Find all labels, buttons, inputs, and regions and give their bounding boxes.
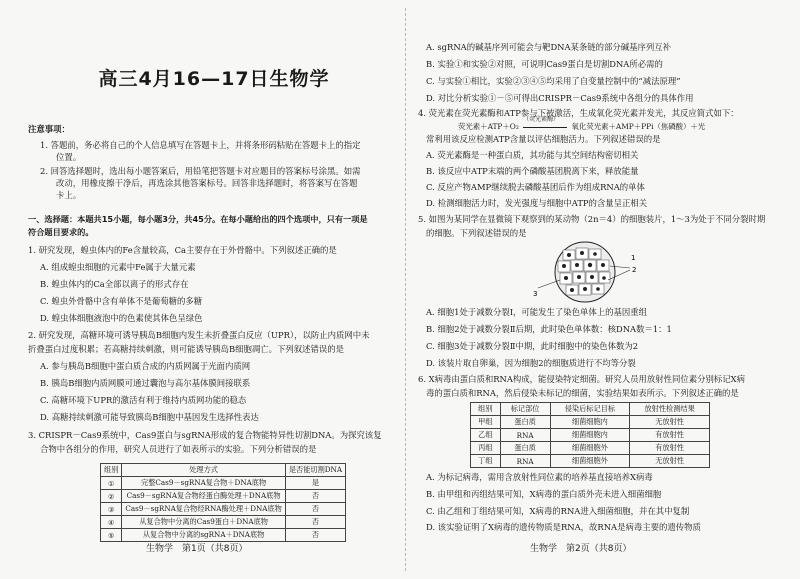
table-cell: Cas9－sgRNA复合物经蛋白酶处理＋DNA底物 [122,490,285,503]
table-cell: 无放射性 [630,416,710,429]
microscope-field-diagram [530,240,650,304]
table-cell: 否 [285,516,345,529]
table-cell: RNA [500,429,550,442]
q1-stem: 1. 研究发现，蝗虫体内的Fe含量较高，Ca主要存在于外骨骼中。下列叙述正确的是 [28,245,337,255]
table-cell: 细菌细胞外 [550,442,630,455]
table-cell: ③ [101,503,122,516]
table-header-cell: 组别 [101,464,122,477]
table-header-cell: 侵染后标记目标 [550,403,630,416]
table-header-cell: 组别 [471,403,501,416]
equation-enzyme: （荧光素酶） [523,116,560,123]
table-row [471,455,710,468]
q4-stem: 4. 荧光素在荧光素酶和ATP参与下被激活，生成氧化荧光素并发光，其反应简式如下： [418,108,739,118]
exam-title: 高三4月16—17日生物学 [98,68,330,90]
q4-option-a: A. 荧光素酶是一种蛋白质，其功能与其空间结构密切相关 [426,150,639,160]
cell-label: 3 [533,290,538,298]
equation-reactants: 荧光素＋ATP＋O₂ [458,122,519,131]
table-row [471,442,710,455]
table-header-row [101,464,346,477]
q6-table [470,402,710,468]
table-row [471,429,710,442]
q4-option-b: B. 该反应中ATP末端的两个磷酸基团脱离下来，释放能量 [426,166,639,176]
table-row [101,516,346,529]
section-heading: 一、选择题：本题共15小题，每小题3分，共45分。在每小题给出的四个选项中，只有一项是 [28,214,368,224]
page-2 [418,0,790,579]
q4-equation [458,116,706,132]
q1-option-b: B. 蝗虫体内的Ca全部以离子的形式存在 [40,279,189,289]
table-row [471,416,710,429]
q2-option-a: A. 参与胰岛B细胞中蛋白质合成的内质网属于光面内质网 [40,361,251,371]
table-header-cell: 标记部位 [500,403,550,416]
table-cell: 细菌细胞内 [550,429,630,442]
table-cell: 蛋白质 [500,416,550,429]
page-footer: 生物学 第1页（共8页） [146,544,248,554]
table-cell: RNA [500,455,550,468]
notice-line: 改动，用橡皮擦干净后，再选涂其他答案标号。回答非选择题时，将答案写在答题 [56,178,358,188]
equation-arrow [523,116,567,132]
q3-stem-cont: 合物中各组分的作用，研究人员进行了如表所示的实验。下列分析错误的是 [40,444,317,454]
q2-stem-cont: 折叠蛋白过度积累；若高糖持续刺激，则可能诱导胰岛B细胞凋亡。下列叙述错误的是 [28,344,345,354]
notice-line: 位置。 [56,152,82,162]
table-cell: 从复合物中分离的sgRNA＋DNA底物 [122,529,285,542]
q3-stem: 3. CRISPR－Cas9系统中，Cas9蛋白与sgRNA形成的复合物能特异性切割DNA。为探究该复 [28,430,382,440]
table-cell: 是 [285,477,345,490]
q4-option-c: C. 反应产物AMP继续脱去磷酸基团后作为组成RNA的单体 [426,182,645,192]
q5-stem: 5. 如图为某同学在显微镜下观察到的某动物（2n＝4）的细胞装片，1～3为处于不同分裂时期 [418,214,766,224]
table-cell: ② [101,490,122,503]
q5-option-b: B. 细胞2处于减数分裂Ⅱ后期，此时染色单体数：核DNA数＝1：1 [426,324,672,334]
page-divider [405,8,406,571]
q5-stem-cont: 的细胞。下列叙述错误的是 [426,228,527,238]
table-row [101,503,346,516]
table-cell: 否 [285,529,345,542]
page-1 [28,0,400,579]
table-header-row [471,403,710,416]
table-row [101,529,346,542]
notice-line: 1. 答题前，务必将自己的个人信息填写在答题卡上，并将条形码粘贴在答题卡上的指定 [40,140,361,150]
table-row [101,490,346,503]
notice-heading: 注意事项： [28,124,70,134]
table-row [101,477,346,490]
table-cell: 丁组 [471,455,501,468]
q1-option-d: D. 蝗虫体细胞液泡中的色素使其体色呈绿色 [40,313,203,323]
q4-option-d: D. 检测细胞活力时，发光强度与细胞中ATP的含量呈正相关 [426,198,648,208]
table-cell: ④ [101,516,122,529]
section-heading-cont: 符合题目要求的。 [28,227,94,237]
notice-line: 卡上。 [56,190,82,200]
equation-products: 氧化荧光素＋AMP＋PPi（焦磷酸）＋光 [571,122,706,131]
table-cell: 无放射性 [630,455,710,468]
q5-option-d: D. 该装片取自卵巢，因为细胞2的细胞质进行不均等分裂 [426,358,636,368]
q2-option-d: D. 高糖持续刺激可能导致胰岛B细胞中基因发生选择性表达 [40,412,259,422]
table-header-cell: 放射性检测结果 [630,403,710,416]
table-cell: Cas9－sgRNA复合物经RNA酶处理＋DNA底物 [122,503,285,516]
table-cell: 甲组 [471,416,501,429]
table-cell: 完整Cas9－sgRNA复合物＋DNA底物 [122,477,285,490]
q3-option-b: B. 实验①和实验②对照，可说明Cas9蛋白是切割DNA所必需的 [426,59,663,69]
q5-option-a: A. 细胞1处于减数分裂Ⅰ，可能发生了染色单体上的基因重组 [426,307,648,317]
q2-option-c: C. 高糖环境下UPR的激活有利于维持内质网功能的稳态 [40,395,247,405]
q1-option-a: A. 组成蝗虫细胞的元素中Fe属于大量元素 [40,262,196,272]
q1-option-c: C. 蝗虫外骨骼中含有单体不是葡萄糖的多糖 [40,296,203,306]
q4-stem-cont: 常利用该反应检测ATP含量以评估细胞活力。下列叙述错误的是 [426,134,661,144]
table-header-cell: 是否能切割DNA [285,464,345,477]
table-cell: 蛋白质 [500,442,550,455]
notice-line: 2. 回答选择题时，选出每小题答案后，用铅笔把答题卡对应题目的答案标号涂黑。如需 [40,166,361,176]
q5-option-c: C. 细胞3处于减数分裂Ⅱ中期，此时细胞中的染色体数为2 [426,341,639,351]
cell-label: 2 [632,266,637,274]
page-footer: 生物学 第2页（共8页） [530,544,632,554]
q6-option-a: A. 为标记病毒，需用含放射性同位素的培养基直接培养X病毒 [426,472,653,482]
q3-option-a: A. sgRNA的碱基序列可能会与靶DNA某条链的部分碱基序列互补 [426,42,672,52]
q3-option-c: C. 与实验①相比，实验②③④⑤均采用了自变量控制中的“减法原理” [426,76,681,86]
q2-option-b: B. 胰岛B细胞内质网膜可通过囊泡与高尔基体膜间接联系 [40,378,251,388]
table-cell: 丙组 [471,442,501,455]
q6-option-d: D. 该实验证明了X病毒的遗传物质是RNA，故RNA是病毒主要的遗传物质 [426,522,701,532]
q6-stem: 6. X病毒由蛋白质和RNA构成，能侵染特定细菌。研究人员用放射性同位素分别标记X病 [418,374,746,384]
table-cell: ⑤ [101,529,122,542]
q3-table [100,463,346,542]
table-cell: 有放射性 [630,442,710,455]
table-cell: 否 [285,503,345,516]
table-cell: ① [101,477,122,490]
table-header-cell: 处理方式 [122,464,285,477]
table-cell: 细菌细胞外 [550,455,630,468]
table-cell: 否 [285,490,345,503]
q6-stem-cont: 毒的蛋白质和RNA，然后侵染未标记的细菌，实验结果如表所示。下列叙述正确的是 [426,388,739,398]
table-cell: 乙组 [471,429,501,442]
table-cell: 有放射性 [630,429,710,442]
q2-stem: 2. 研究发现，高糖环境可诱导胰岛B细胞内发生未折叠蛋白反应（UPR），以防止内质网中未 [28,330,370,340]
q6-option-c: C. 由乙组和丁组结果可知，X病毒的RNA进入细菌细胞，并在其中复制 [426,506,690,516]
q6-option-b: B. 由甲组和丙组结果可知，X病毒的蛋白质外壳未进入细菌细胞 [426,489,662,499]
q3-option-d: D. 对比分析实验①－⑤可得出CRISPR－Cas9系统中各组分的具体作用 [426,93,694,103]
table-cell: 细菌细胞内 [550,416,630,429]
cell-label: 1 [631,254,636,262]
table-cell: 从复合物中分离的Cas9蛋白＋DNA底物 [122,516,285,529]
